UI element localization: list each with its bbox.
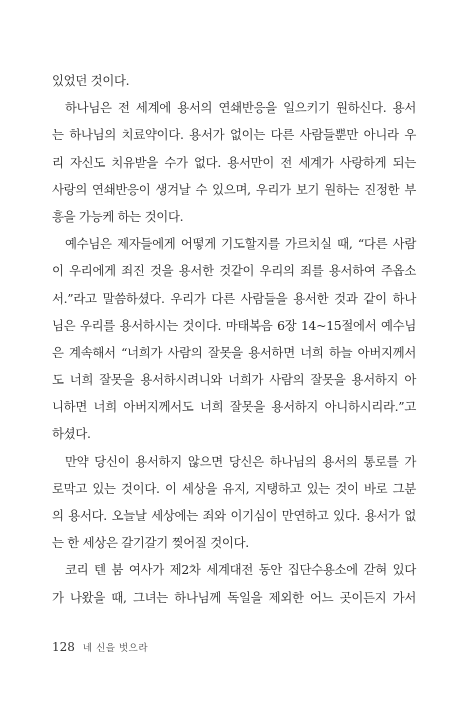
text-line: 하나님은 전 세계에 용서의 연쇄반응을 일으키기 원하신다. 용서 xyxy=(65,100,416,116)
text-line: 코리 텐 붐 여사가 제2차 세계대전 동안 집단수용소에 갇혀 있다 xyxy=(65,562,416,578)
text-line: 로막고 있는 것이다. 이 세상을 유지, 지탱하고 있는 것이 바로 그분 xyxy=(52,480,416,496)
text-line: 의 용서다. 오늘날 세상에는 죄와 이기심이 만연하고 있다. 용서가 없 xyxy=(52,508,416,523)
body-text xyxy=(52,67,416,611)
text-line: 은 계속해서 “너희가 사람의 잘못을 용서하면 너희 하늘 아버지께서 xyxy=(52,344,416,360)
page-number: 128 xyxy=(52,640,75,654)
text-line: 니하면 너희 아버지께서도 너희 잘못을 용서하지 아니하시리라.”고 xyxy=(52,399,416,415)
text-line: 있었던 것이다. xyxy=(52,73,130,88)
text-line: 흥을 가능케 하는 것이다. xyxy=(52,208,184,224)
text-line: 하셨다. xyxy=(52,426,91,442)
text-line: 만약 당신이 용서하지 않으면 당신은 하나님의 용서의 통로를 가 xyxy=(65,453,416,469)
text-line: 님은 우리를 용서하시는 것이다. 마태복음 6장 14~15절에서 예수님 xyxy=(52,317,416,333)
text-line: 는 한 세상은 갈기갈기 찢어질 것이다. xyxy=(52,535,249,551)
page-footer xyxy=(52,640,148,654)
text-line: 가 나왔을 때, 그녀는 하나님께 독일을 제외한 어느 곳이든지 가서 xyxy=(52,589,416,605)
text-line: 사랑의 연쇄반응이 생겨날 수 있으며, 우리가 보기 원하는 진정한 부 xyxy=(52,181,416,197)
running-title: 네 신을 벗으라 xyxy=(82,643,149,654)
text-line: 이 우리에게 죄진 것을 용서한 것같이 우리의 죄를 용서하여 주옵소 xyxy=(52,263,416,279)
text-line: 예수님은 제자들에게 어떻게 기도할지를 가르치실 때, “다른 사람 xyxy=(65,236,416,252)
text-line: 는 하나님의 치료약이다. 용서가 없이는 다른 사람들뿐만 아니라 우 xyxy=(52,127,416,143)
text-line: 리 자신도 치유받을 수가 없다. 용서만이 전 세계가 사랑하게 되는 xyxy=(52,154,416,170)
text-line: 서.”라고 말씀하셨다. 우리가 다른 사람들을 용서한 것과 같이 하나 xyxy=(52,290,416,306)
text-line: 도 너희 잘못을 용서하시려니와 너희가 사람의 잘못을 용서하지 아 xyxy=(52,372,416,388)
